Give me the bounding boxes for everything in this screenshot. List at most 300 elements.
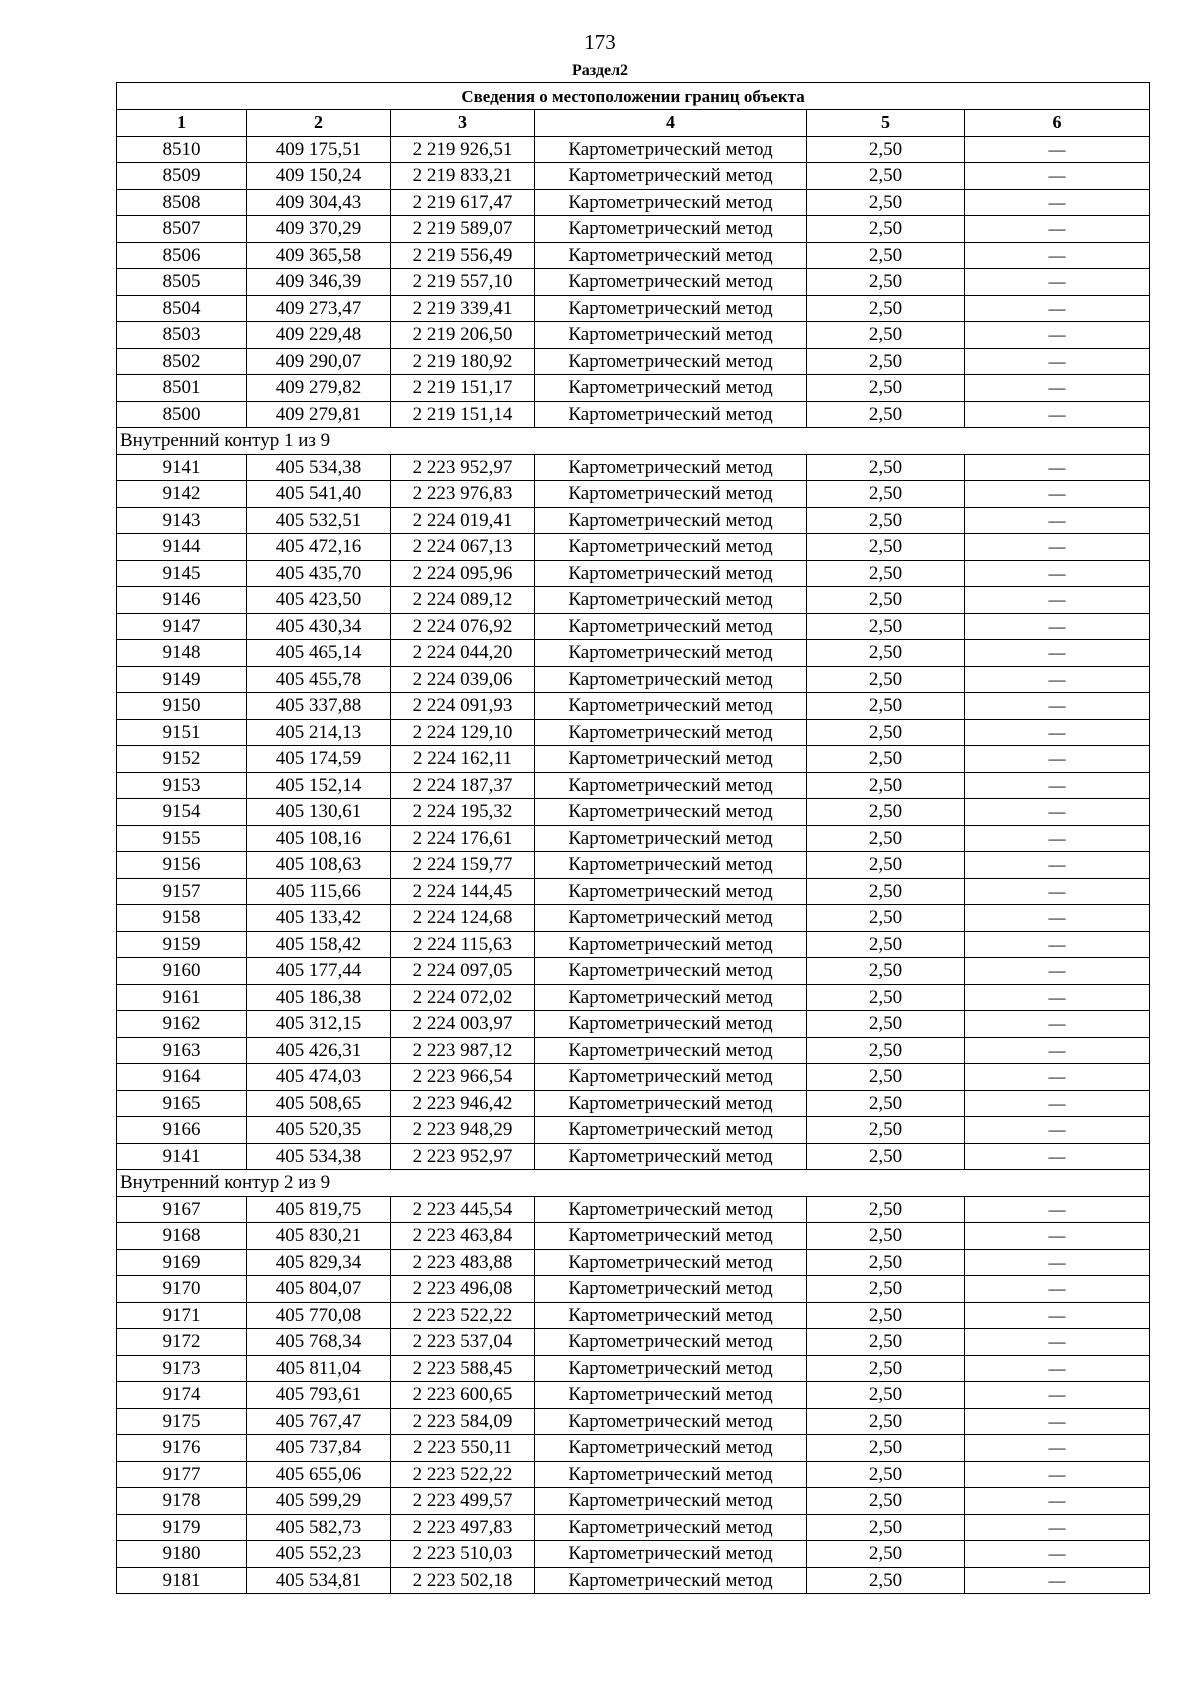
point-number-cell: 8501 [117, 375, 247, 402]
table-row [117, 772, 1150, 799]
description-cell: — [965, 693, 1150, 720]
y-coordinate-cell: 2 223 584,09 [391, 1408, 535, 1435]
y-coordinate-cell: 2 224 067,13 [391, 534, 535, 561]
y-coordinate-cell: 2 223 976,83 [391, 481, 535, 508]
method-cell: Картометрический метод [535, 1514, 807, 1541]
x-coordinate-cell: 405 465,14 [247, 640, 391, 667]
accuracy-cell: 2,50 [807, 984, 965, 1011]
y-coordinate-cell: 2 223 952,97 [391, 1143, 535, 1170]
accuracy-cell: 2,50 [807, 1223, 965, 1250]
x-coordinate-cell: 405 819,75 [247, 1196, 391, 1223]
table-row [117, 1196, 1150, 1223]
description-cell: — [965, 1223, 1150, 1250]
accuracy-cell: 2,50 [807, 1143, 965, 1170]
description-cell: — [965, 1461, 1150, 1488]
x-coordinate-cell: 405 158,42 [247, 931, 391, 958]
y-coordinate-cell: 2 223 987,12 [391, 1037, 535, 1064]
point-number-cell: 9157 [117, 878, 247, 905]
table-row [117, 1143, 1150, 1170]
point-number-cell: 9141 [117, 1143, 247, 1170]
x-coordinate-cell: 405 830,21 [247, 1223, 391, 1250]
description-cell: — [965, 1196, 1150, 1223]
description-cell: — [965, 401, 1150, 428]
table-row [117, 1329, 1150, 1356]
method-cell: Картометрический метод [535, 1408, 807, 1435]
accuracy-cell: 2,50 [807, 931, 965, 958]
x-coordinate-cell: 405 430,34 [247, 613, 391, 640]
point-number-cell: 8507 [117, 216, 247, 243]
y-coordinate-cell: 2 223 483,88 [391, 1249, 535, 1276]
accuracy-cell: 2,50 [807, 242, 965, 269]
table-row [117, 1408, 1150, 1435]
y-coordinate-cell: 2 223 966,54 [391, 1064, 535, 1091]
method-cell: Картометрический метод [535, 1223, 807, 1250]
method-cell: Картометрический метод [535, 1196, 807, 1223]
method-cell: Картометрический метод [535, 136, 807, 163]
column-header-row [117, 110, 1150, 137]
accuracy-cell: 2,50 [807, 295, 965, 322]
accuracy-cell: 2,50 [807, 507, 965, 534]
table-row [117, 1541, 1150, 1568]
accuracy-cell: 2,50 [807, 1567, 965, 1594]
point-number-cell: 9145 [117, 560, 247, 587]
point-number-cell: 9158 [117, 905, 247, 932]
y-coordinate-cell: 2 223 952,97 [391, 454, 535, 481]
description-cell: — [965, 984, 1150, 1011]
y-coordinate-cell: 2 223 510,03 [391, 1541, 535, 1568]
point-number-cell: 9148 [117, 640, 247, 667]
description-cell: — [965, 295, 1150, 322]
method-cell: Картометрический метод [535, 1329, 807, 1356]
x-coordinate-cell: 405 214,13 [247, 719, 391, 746]
x-coordinate-cell: 409 175,51 [247, 136, 391, 163]
accuracy-cell: 2,50 [807, 852, 965, 879]
point-number-cell: 9160 [117, 958, 247, 985]
point-number-cell: 9167 [117, 1196, 247, 1223]
table-row [117, 189, 1150, 216]
accuracy-cell: 2,50 [807, 613, 965, 640]
x-coordinate-cell: 405 337,88 [247, 693, 391, 720]
description-cell: — [965, 878, 1150, 905]
point-number-cell: 9162 [117, 1011, 247, 1038]
table-row [117, 136, 1150, 163]
accuracy-cell: 2,50 [807, 189, 965, 216]
table-row [117, 322, 1150, 349]
method-cell: Картометрический метод [535, 852, 807, 879]
method-cell: Картометрический метод [535, 163, 807, 190]
x-coordinate-cell: 405 426,31 [247, 1037, 391, 1064]
table-row [117, 534, 1150, 561]
description-cell: — [965, 825, 1150, 852]
description-cell: — [965, 1117, 1150, 1144]
table-row [117, 1514, 1150, 1541]
description-cell: — [965, 1488, 1150, 1515]
method-cell: Картометрический метод [535, 719, 807, 746]
x-coordinate-cell: 409 279,82 [247, 375, 391, 402]
table-row [117, 401, 1150, 428]
description-cell: — [965, 189, 1150, 216]
description-cell: — [965, 1011, 1150, 1038]
point-number-cell: 9166 [117, 1117, 247, 1144]
point-number-cell: 9155 [117, 825, 247, 852]
accuracy-cell: 2,50 [807, 1196, 965, 1223]
method-cell: Картометрический метод [535, 1302, 807, 1329]
accuracy-cell: 2,50 [807, 1249, 965, 1276]
x-coordinate-cell: 409 229,48 [247, 322, 391, 349]
method-cell: Картометрический метод [535, 746, 807, 773]
method-cell: Картометрический метод [535, 454, 807, 481]
accuracy-cell: 2,50 [807, 666, 965, 693]
x-coordinate-cell: 405 767,47 [247, 1408, 391, 1435]
method-cell: Картометрический метод [535, 560, 807, 587]
y-coordinate-cell: 2 224 091,93 [391, 693, 535, 720]
accuracy-cell: 2,50 [807, 640, 965, 667]
method-cell: Картометрический метод [535, 269, 807, 296]
point-number-cell: 8503 [117, 322, 247, 349]
accuracy-cell: 2,50 [807, 958, 965, 985]
method-cell: Картометрический метод [535, 1090, 807, 1117]
point-number-cell: 9150 [117, 693, 247, 720]
x-coordinate-cell: 409 290,07 [247, 348, 391, 375]
y-coordinate-cell: 2 224 195,32 [391, 799, 535, 826]
boundary-table [116, 82, 1150, 1594]
x-coordinate-cell: 409 370,29 [247, 216, 391, 243]
x-coordinate-cell: 405 133,42 [247, 905, 391, 932]
x-coordinate-cell: 405 804,07 [247, 1276, 391, 1303]
accuracy-cell: 2,50 [807, 375, 965, 402]
description-cell: — [965, 269, 1150, 296]
x-coordinate-cell: 405 472,16 [247, 534, 391, 561]
point-number-cell: 9152 [117, 746, 247, 773]
table-row [117, 1488, 1150, 1515]
description-cell: — [965, 560, 1150, 587]
table-row [117, 984, 1150, 1011]
column-header: 2 [247, 110, 391, 137]
y-coordinate-cell: 2 219 180,92 [391, 348, 535, 375]
description-cell: — [965, 1037, 1150, 1064]
x-coordinate-cell: 405 423,50 [247, 587, 391, 614]
description-cell: — [965, 1276, 1150, 1303]
description-cell: — [965, 587, 1150, 614]
method-cell: Картометрический метод [535, 666, 807, 693]
description-cell: — [965, 666, 1150, 693]
accuracy-cell: 2,50 [807, 1276, 965, 1303]
y-coordinate-cell: 2 223 537,04 [391, 1329, 535, 1356]
method-cell: Картометрический метод [535, 507, 807, 534]
y-coordinate-cell: 2 219 617,47 [391, 189, 535, 216]
y-coordinate-cell: 2 224 039,06 [391, 666, 535, 693]
y-coordinate-cell: 2 224 076,92 [391, 613, 535, 640]
method-cell: Картометрический метод [535, 348, 807, 375]
accuracy-cell: 2,50 [807, 560, 965, 587]
y-coordinate-cell: 2 219 557,10 [391, 269, 535, 296]
point-number-cell: 9169 [117, 1249, 247, 1276]
x-coordinate-cell: 405 737,84 [247, 1435, 391, 1462]
description-cell: — [965, 958, 1150, 985]
y-coordinate-cell: 2 223 588,45 [391, 1355, 535, 1382]
y-coordinate-cell: 2 224 097,05 [391, 958, 535, 985]
table-row [117, 613, 1150, 640]
point-number-cell: 9143 [117, 507, 247, 534]
method-cell: Картометрический метод [535, 1117, 807, 1144]
x-coordinate-cell: 405 582,73 [247, 1514, 391, 1541]
y-coordinate-cell: 2 224 044,20 [391, 640, 535, 667]
x-coordinate-cell: 405 829,34 [247, 1249, 391, 1276]
point-number-cell: 9153 [117, 772, 247, 799]
method-cell: Картометрический метод [535, 1276, 807, 1303]
y-coordinate-cell: 2 223 946,42 [391, 1090, 535, 1117]
description-cell: — [965, 136, 1150, 163]
table-row [117, 693, 1150, 720]
accuracy-cell: 2,50 [807, 163, 965, 190]
contour-group-label: Внутренний контур 1 из 9 [117, 428, 1150, 455]
accuracy-cell: 2,50 [807, 1435, 965, 1462]
point-number-cell: 9156 [117, 852, 247, 879]
y-coordinate-cell: 2 223 522,22 [391, 1302, 535, 1329]
column-header: 4 [535, 110, 807, 137]
description-cell: — [965, 852, 1150, 879]
accuracy-cell: 2,50 [807, 772, 965, 799]
table-row [117, 1567, 1150, 1594]
x-coordinate-cell: 405 130,61 [247, 799, 391, 826]
x-coordinate-cell: 405 186,38 [247, 984, 391, 1011]
description-cell: — [965, 1249, 1150, 1276]
method-cell: Картометрический метод [535, 1355, 807, 1382]
x-coordinate-cell: 405 793,61 [247, 1382, 391, 1409]
y-coordinate-cell: 2 224 089,12 [391, 587, 535, 614]
x-coordinate-cell: 405 534,81 [247, 1567, 391, 1594]
table-row [117, 375, 1150, 402]
method-cell: Картометрический метод [535, 958, 807, 985]
method-cell: Картометрический метод [535, 401, 807, 428]
method-cell: Картометрический метод [535, 1382, 807, 1409]
accuracy-cell: 2,50 [807, 481, 965, 508]
accuracy-cell: 2,50 [807, 322, 965, 349]
contour-group-row [117, 428, 1150, 455]
point-number-cell: 9159 [117, 931, 247, 958]
page-number: 173 [584, 30, 616, 54]
y-coordinate-cell: 2 223 496,08 [391, 1276, 535, 1303]
accuracy-cell: 2,50 [807, 401, 965, 428]
table-row [117, 269, 1150, 296]
point-number-cell: 9144 [117, 534, 247, 561]
x-coordinate-cell: 405 655,06 [247, 1461, 391, 1488]
point-number-cell: 8505 [117, 269, 247, 296]
method-cell: Картометрический метод [535, 1143, 807, 1170]
table-row [117, 1011, 1150, 1038]
description-cell: — [965, 1090, 1150, 1117]
y-coordinate-cell: 2 219 926,51 [391, 136, 535, 163]
description-cell: — [965, 534, 1150, 561]
point-number-cell: 8509 [117, 163, 247, 190]
point-number-cell: 9171 [117, 1302, 247, 1329]
table-row [117, 1355, 1150, 1382]
table-row [117, 1117, 1150, 1144]
description-cell: — [965, 375, 1150, 402]
point-number-cell: 9179 [117, 1514, 247, 1541]
x-coordinate-cell: 405 152,14 [247, 772, 391, 799]
y-coordinate-cell: 2 223 499,57 [391, 1488, 535, 1515]
y-coordinate-cell: 2 223 948,29 [391, 1117, 535, 1144]
x-coordinate-cell: 405 108,16 [247, 825, 391, 852]
x-coordinate-cell: 409 304,43 [247, 189, 391, 216]
method-cell: Картометрический метод [535, 295, 807, 322]
description-cell: — [965, 1408, 1150, 1435]
description-cell: — [965, 772, 1150, 799]
table-row [117, 746, 1150, 773]
point-number-cell: 8508 [117, 189, 247, 216]
point-number-cell: 9141 [117, 454, 247, 481]
x-coordinate-cell: 409 279,81 [247, 401, 391, 428]
point-number-cell: 9147 [117, 613, 247, 640]
description-cell: — [965, 1302, 1150, 1329]
description-cell: — [965, 1382, 1150, 1409]
method-cell: Картометрический метод [535, 1567, 807, 1594]
description-cell: — [965, 163, 1150, 190]
y-coordinate-cell: 2 219 339,41 [391, 295, 535, 322]
point-number-cell: 8500 [117, 401, 247, 428]
point-number-cell: 9151 [117, 719, 247, 746]
y-coordinate-cell: 2 223 463,84 [391, 1223, 535, 1250]
column-header: 5 [807, 110, 965, 137]
accuracy-cell: 2,50 [807, 136, 965, 163]
table-row [117, 719, 1150, 746]
y-coordinate-cell: 2 219 833,21 [391, 163, 535, 190]
description-cell: — [965, 613, 1150, 640]
point-number-cell: 9164 [117, 1064, 247, 1091]
x-coordinate-cell: 405 177,44 [247, 958, 391, 985]
accuracy-cell: 2,50 [807, 534, 965, 561]
method-cell: Картометрический метод [535, 984, 807, 1011]
point-number-cell: 9177 [117, 1461, 247, 1488]
point-number-cell: 9168 [117, 1223, 247, 1250]
table-row [117, 481, 1150, 508]
column-header: 6 [965, 110, 1150, 137]
x-coordinate-cell: 405 108,63 [247, 852, 391, 879]
y-coordinate-cell: 2 224 115,63 [391, 931, 535, 958]
accuracy-cell: 2,50 [807, 1408, 965, 1435]
table-row [117, 454, 1150, 481]
accuracy-cell: 2,50 [807, 825, 965, 852]
y-coordinate-cell: 2 223 600,65 [391, 1382, 535, 1409]
accuracy-cell: 2,50 [807, 348, 965, 375]
x-coordinate-cell: 405 770,08 [247, 1302, 391, 1329]
accuracy-cell: 2,50 [807, 693, 965, 720]
point-number-cell: 8502 [117, 348, 247, 375]
method-cell: Картометрический метод [535, 1064, 807, 1091]
x-coordinate-cell: 405 534,38 [247, 454, 391, 481]
description-cell: — [965, 1567, 1150, 1594]
point-number-cell: 9165 [117, 1090, 247, 1117]
table-row [117, 825, 1150, 852]
accuracy-cell: 2,50 [807, 1302, 965, 1329]
accuracy-cell: 2,50 [807, 878, 965, 905]
y-coordinate-cell: 2 223 445,54 [391, 1196, 535, 1223]
table-row [117, 905, 1150, 932]
accuracy-cell: 2,50 [807, 719, 965, 746]
table-row [117, 560, 1150, 587]
method-cell: Картометрический метод [535, 772, 807, 799]
table-row [117, 958, 1150, 985]
description-cell: — [965, 242, 1150, 269]
accuracy-cell: 2,50 [807, 269, 965, 296]
method-cell: Картометрический метод [535, 1435, 807, 1462]
table-row [117, 1037, 1150, 1064]
method-cell: Картометрический метод [535, 905, 807, 932]
method-cell: Картометрический метод [535, 587, 807, 614]
x-coordinate-cell: 409 365,58 [247, 242, 391, 269]
y-coordinate-cell: 2 223 502,18 [391, 1567, 535, 1594]
description-cell: — [965, 1355, 1150, 1382]
x-coordinate-cell: 409 150,24 [247, 163, 391, 190]
y-coordinate-cell: 2 219 589,07 [391, 216, 535, 243]
table-row [117, 931, 1150, 958]
method-cell: Картометрический метод [535, 481, 807, 508]
method-cell: Картометрический метод [535, 1461, 807, 1488]
x-coordinate-cell: 405 541,40 [247, 481, 391, 508]
method-cell: Картометрический метод [535, 242, 807, 269]
accuracy-cell: 2,50 [807, 1329, 965, 1356]
accuracy-cell: 2,50 [807, 1117, 965, 1144]
method-cell: Картометрический метод [535, 931, 807, 958]
x-coordinate-cell: 405 115,66 [247, 878, 391, 905]
table-row [117, 216, 1150, 243]
y-coordinate-cell: 2 223 550,11 [391, 1435, 535, 1462]
table-caption: Сведения о местоположении границ объекта [117, 83, 1150, 110]
method-cell: Картометрический метод [535, 189, 807, 216]
description-cell: — [965, 1514, 1150, 1541]
y-coordinate-cell: 2 224 159,77 [391, 852, 535, 879]
description-cell: — [965, 746, 1150, 773]
x-coordinate-cell: 409 273,47 [247, 295, 391, 322]
x-coordinate-cell: 405 768,34 [247, 1329, 391, 1356]
y-coordinate-cell: 2 223 497,83 [391, 1514, 535, 1541]
table-row [117, 1302, 1150, 1329]
x-coordinate-cell: 405 455,78 [247, 666, 391, 693]
method-cell: Картометрический метод [535, 216, 807, 243]
accuracy-cell: 2,50 [807, 1090, 965, 1117]
description-cell: — [965, 1143, 1150, 1170]
method-cell: Картометрический метод [535, 1037, 807, 1064]
column-header: 3 [391, 110, 535, 137]
description-cell: — [965, 1329, 1150, 1356]
x-coordinate-cell: 405 534,38 [247, 1143, 391, 1170]
contour-group-row [117, 1170, 1150, 1197]
method-cell: Картометрический метод [535, 1249, 807, 1276]
method-cell: Картометрический метод [535, 799, 807, 826]
y-coordinate-cell: 2 224 072,02 [391, 984, 535, 1011]
table-row [117, 640, 1150, 667]
table-row [117, 852, 1150, 879]
description-cell: — [965, 1541, 1150, 1568]
accuracy-cell: 2,50 [807, 1382, 965, 1409]
accuracy-cell: 2,50 [807, 905, 965, 932]
point-number-cell: 9175 [117, 1408, 247, 1435]
table-row [117, 348, 1150, 375]
y-coordinate-cell: 2 224 187,37 [391, 772, 535, 799]
point-number-cell: 9178 [117, 1488, 247, 1515]
y-coordinate-cell: 2 224 095,96 [391, 560, 535, 587]
x-coordinate-cell: 405 474,03 [247, 1064, 391, 1091]
table-row [117, 1249, 1150, 1276]
table-caption-row [117, 83, 1150, 110]
y-coordinate-cell: 2 219 556,49 [391, 242, 535, 269]
method-cell: Картометрический метод [535, 825, 807, 852]
point-number-cell: 9149 [117, 666, 247, 693]
method-cell: Картометрический метод [535, 878, 807, 905]
description-cell: — [965, 1435, 1150, 1462]
table-row [117, 507, 1150, 534]
